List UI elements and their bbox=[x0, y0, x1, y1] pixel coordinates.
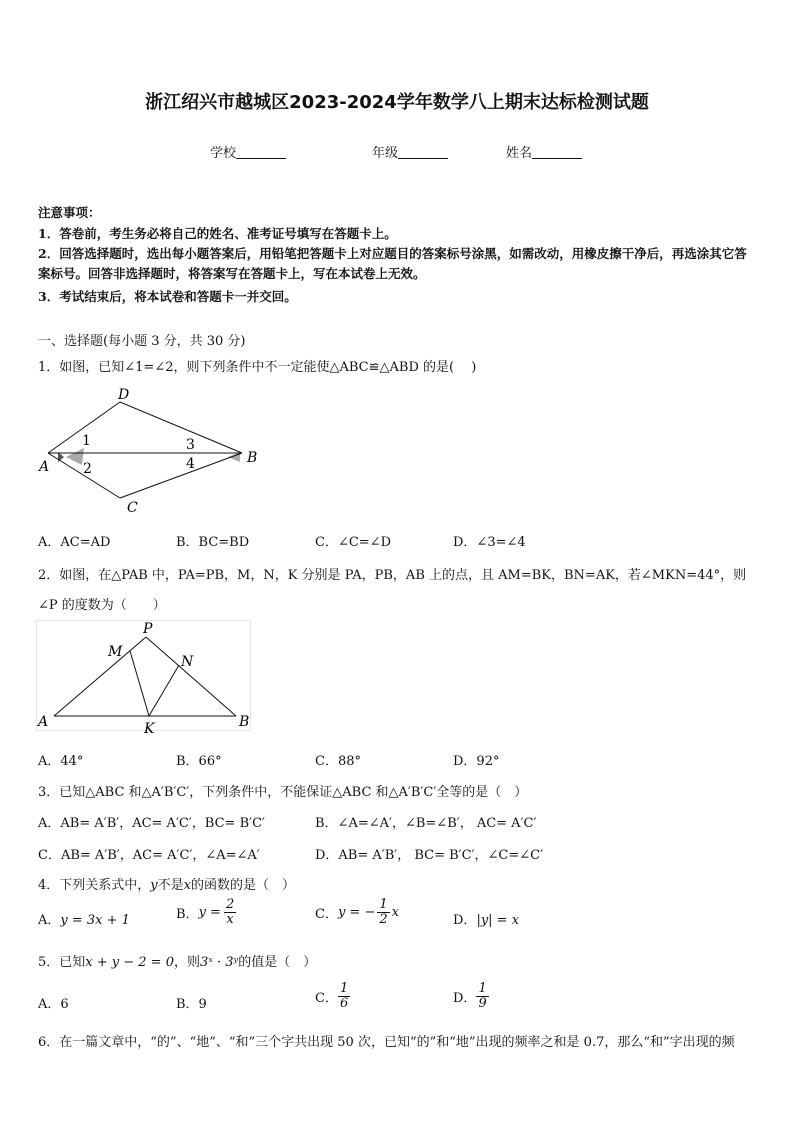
option-c[interactable]: C．AB= A′B′，AC= A′C′，∠A=∠A′ bbox=[38, 848, 260, 863]
option-a[interactable]: A．AC=AD bbox=[38, 535, 111, 550]
segment-mk bbox=[130, 651, 149, 716]
grade-field[interactable] bbox=[372, 142, 448, 161]
denominator: 2 bbox=[379, 912, 388, 928]
option-b[interactable]: B．∠A=∠A′，∠B=∠B′， AC= A′C′ bbox=[315, 816, 537, 831]
question-stem: 3．已知△ABC 和△A′B′C′，下列条件中，不能保证△ABC 和△A′B′C′全等的是（ ） bbox=[38, 785, 528, 800]
name-label: 姓名 bbox=[506, 146, 533, 161]
label-angle-1: 1 bbox=[82, 433, 91, 449]
segment-db bbox=[120, 402, 242, 453]
expression: 3ˣ · 3ʸ bbox=[200, 955, 239, 970]
expression: |y| = x bbox=[476, 913, 520, 928]
expression: y = − bbox=[337, 905, 376, 921]
stem-text: 4．下列关系式中， bbox=[38, 878, 151, 893]
expression: x bbox=[391, 905, 399, 921]
option-label: D． bbox=[453, 991, 477, 1007]
question-stem: 1．如图，已知∠1=∠2，则下列条件中不一定能使△ABC≌△ABD 的是( ) bbox=[38, 360, 477, 375]
page-title: 浙江绍兴市越城区2023-2024学年数学八上期末达标检测试题 bbox=[145, 92, 649, 113]
option-d[interactable]: D．∠3=∠4 bbox=[453, 535, 526, 550]
option-label: A． bbox=[38, 913, 61, 928]
option-c[interactable]: C．88° bbox=[315, 754, 361, 769]
option-b[interactable]: B．66° bbox=[176, 754, 222, 769]
option-a[interactable] bbox=[38, 909, 130, 928]
label-m: M bbox=[108, 644, 123, 660]
option-c[interactable] bbox=[315, 982, 350, 1012]
numerator: 1 bbox=[478, 981, 487, 996]
label-angle-4: 4 bbox=[186, 456, 195, 472]
stem-text: 的值是（ ） bbox=[238, 955, 317, 970]
angle-mark bbox=[66, 448, 84, 465]
grade-label: 年级 bbox=[372, 146, 399, 161]
section-heading: 一、选择题(每小题 3 分，共 30 分) bbox=[38, 334, 246, 349]
fraction bbox=[377, 898, 389, 928]
figure-frame bbox=[37, 621, 251, 731]
label-b: B bbox=[247, 450, 258, 466]
option-a[interactable]: A．44° bbox=[38, 754, 84, 769]
figure-q2 bbox=[36, 620, 251, 738]
option-b[interactable]: B．BC=BD bbox=[176, 535, 250, 550]
question-stem: 2．如图，在△PAB 中，PA=PB，M，N，K 分别是 PA，PB，AB 上的点，且 AM=BK，BN=AK，若∠MKN=44°，则∠P 的度数为（ ） bbox=[38, 568, 747, 613]
school-label: 学校 bbox=[210, 146, 237, 161]
question-stem bbox=[38, 874, 295, 893]
label-angle-2: 2 bbox=[83, 461, 92, 477]
denominator: 6 bbox=[339, 996, 349, 1012]
figure-q1 bbox=[36, 385, 266, 517]
option-c[interactable] bbox=[315, 898, 399, 928]
option-c[interactable]: C．∠C=∠D bbox=[315, 535, 391, 550]
school-blank[interactable] bbox=[236, 146, 286, 159]
segment-pb bbox=[146, 637, 236, 716]
label-a: A bbox=[38, 714, 49, 730]
segment-kn bbox=[149, 665, 179, 716]
label-a: A bbox=[39, 459, 50, 475]
segment-ap bbox=[54, 637, 146, 716]
numerator: 1 bbox=[339, 981, 349, 996]
option-label: D． bbox=[453, 913, 477, 928]
name-blank[interactable] bbox=[532, 146, 582, 159]
equation: x + y − 2 = 0 bbox=[85, 955, 174, 970]
name-field[interactable] bbox=[506, 142, 582, 161]
option-d[interactable] bbox=[453, 909, 519, 928]
label-d: D bbox=[118, 387, 130, 403]
notice-item: 1．答卷前，考生务必将自己的姓名、准考证号填写在答题卡上。 bbox=[38, 226, 397, 241]
option-d[interactable]: D．92° bbox=[453, 754, 500, 769]
expression: y = 3x + 1 bbox=[60, 913, 130, 928]
option-d[interactable]: D．AB= A′B′， BC= B′C′，∠C=∠C′ bbox=[315, 848, 544, 863]
stem-text: 不是 bbox=[157, 878, 184, 893]
label-p: P bbox=[143, 621, 153, 637]
option-label: B． bbox=[176, 907, 199, 923]
question-stem: 6．在一篇文章中，“的”、“地”、“和”三个字共出现 50 次，已知“的”和“地”出现的频率之和是 0.7，那么“和”字出现的频 bbox=[38, 1035, 735, 1050]
fraction bbox=[224, 898, 236, 928]
label-b: B bbox=[239, 714, 250, 730]
question-stem bbox=[38, 951, 316, 970]
school-field[interactable] bbox=[210, 142, 286, 161]
option-label: C． bbox=[315, 907, 338, 923]
option-a[interactable]: A．6 bbox=[38, 997, 69, 1012]
fraction bbox=[476, 982, 488, 1012]
label-angle-3: 3 bbox=[186, 437, 195, 453]
label-c: C bbox=[127, 500, 138, 516]
stem-text: 5．已知 bbox=[38, 955, 86, 970]
var-x: x bbox=[183, 878, 191, 893]
numerator: 1 bbox=[379, 897, 388, 912]
notice-item: 3．考试结束后，将本试卷和答题卡一并交回。 bbox=[38, 289, 297, 304]
option-d[interactable] bbox=[453, 982, 489, 1012]
option-b[interactable]: B．9 bbox=[176, 997, 207, 1012]
grade-blank[interactable] bbox=[398, 146, 448, 159]
label-k: K bbox=[144, 721, 155, 737]
denominator: x bbox=[226, 912, 234, 928]
option-b[interactable] bbox=[176, 898, 236, 928]
notice-item: 2．回答选择题时，选出每小题答案后，用铅笔把答题卡上对应题目的答案标号涂黑，如需改动，用橡皮擦干净后，再选涂其它答案标号。回答非选择题时，将答案写在答题卡上，写在本试卷上无效。 bbox=[38, 246, 747, 281]
segment-cb bbox=[120, 453, 242, 498]
denominator: 9 bbox=[478, 996, 487, 1012]
var-y: y bbox=[150, 878, 158, 893]
option-a[interactable]: A．AB= A′B′，AC= A′C′，BC= B′C′ bbox=[38, 816, 265, 831]
notice-heading: 注意事项： bbox=[38, 205, 101, 220]
expression: y = bbox=[198, 905, 221, 921]
stem-text: 的函数的是（ ） bbox=[191, 878, 296, 893]
option-label: C． bbox=[315, 991, 338, 1007]
label-n: N bbox=[181, 654, 194, 670]
fraction bbox=[338, 982, 350, 1012]
stem-text: ，则 bbox=[173, 955, 200, 970]
numerator: 2 bbox=[225, 897, 235, 912]
